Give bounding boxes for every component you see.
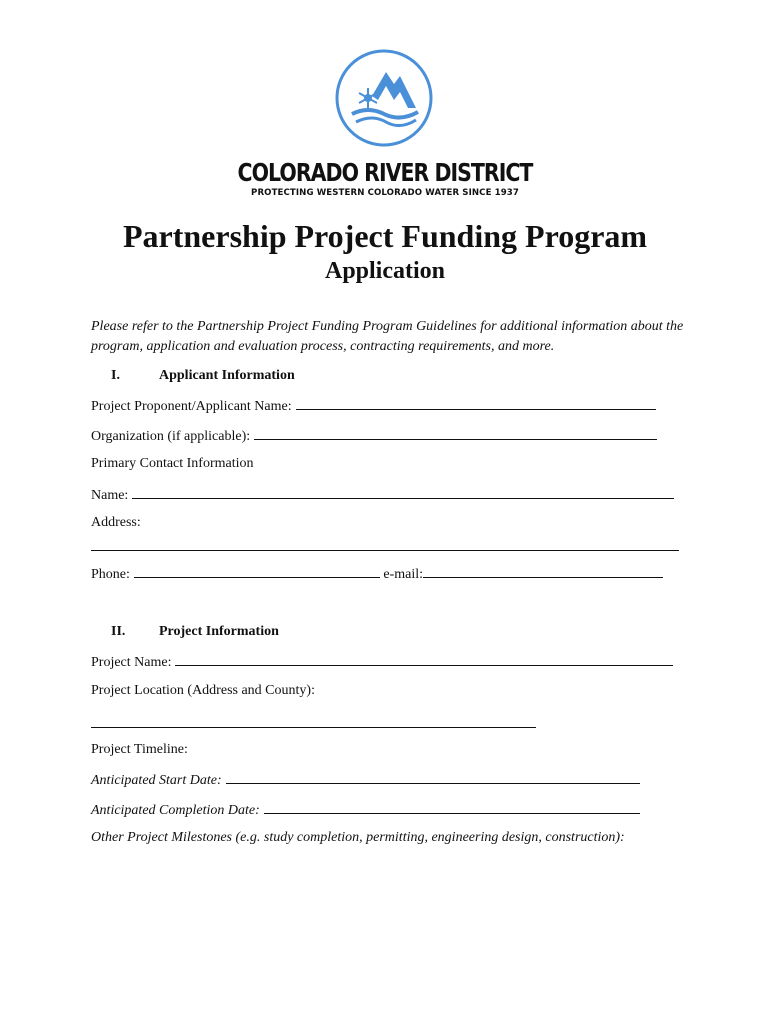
phone-label: Phone:: [91, 567, 130, 582]
section-1-title: Applicant Information: [159, 368, 295, 383]
org-name: COLORADO RIVER DISTRICT: [237, 158, 533, 187]
completion-date-field[interactable]: [264, 801, 640, 814]
location-label: Project Location (Address and County):: [91, 683, 315, 698]
project-name-row: [91, 653, 673, 671]
address-label: Address:: [91, 515, 141, 530]
organization-label: Organization (if applicable):: [91, 429, 251, 444]
organization-row: [91, 427, 657, 445]
milestones-label: Other Project Milestones (e.g. study completion, permitting, engineering design, construction):: [91, 830, 625, 845]
phone-field[interactable]: [134, 565, 380, 578]
location-field[interactable]: [91, 727, 536, 728]
river-district-logo-icon: [334, 48, 434, 148]
email-label: e-mail:: [383, 567, 424, 582]
proponent-field[interactable]: [296, 397, 656, 410]
timeline-label: Project Timeline:: [91, 742, 188, 757]
project-name-label: Project Name:: [91, 655, 172, 670]
document-title: Partnership Project Funding Program: [122, 218, 648, 254]
completion-date-row: [91, 801, 640, 819]
address-field[interactable]: [91, 550, 679, 551]
section-2-numeral: II.: [111, 624, 126, 639]
organization-field[interactable]: [254, 427, 657, 440]
org-tagline: PROTECTING WESTERN COLORADO WATER SINCE 1937: [251, 188, 519, 198]
section-2-title: Project Information: [159, 624, 279, 639]
completion-date-label: Anticipated Completion Date:: [91, 803, 260, 818]
start-date-field[interactable]: [226, 771, 640, 784]
name-label: Name:: [91, 488, 129, 503]
intro-paragraph: Please refer to the Partnership Project Funding Program Guidelines for additional information about the program, application and evaluation process, contracting requirements, and more.: [91, 319, 684, 354]
phone-email-row: [91, 565, 663, 583]
name-field[interactable]: [132, 486, 674, 499]
start-date-label: Anticipated Start Date:: [91, 773, 222, 788]
proponent-row: [91, 397, 656, 415]
section-1-numeral: I.: [111, 368, 120, 383]
name-row: [91, 486, 674, 504]
start-date-row: [91, 771, 640, 789]
document-subtitle: Application: [324, 258, 446, 284]
project-name-field[interactable]: [175, 653, 673, 666]
proponent-label: Project Proponent/Applicant Name:: [91, 399, 292, 414]
contact-heading: Primary Contact Information: [91, 456, 254, 471]
email-field[interactable]: [423, 565, 663, 578]
